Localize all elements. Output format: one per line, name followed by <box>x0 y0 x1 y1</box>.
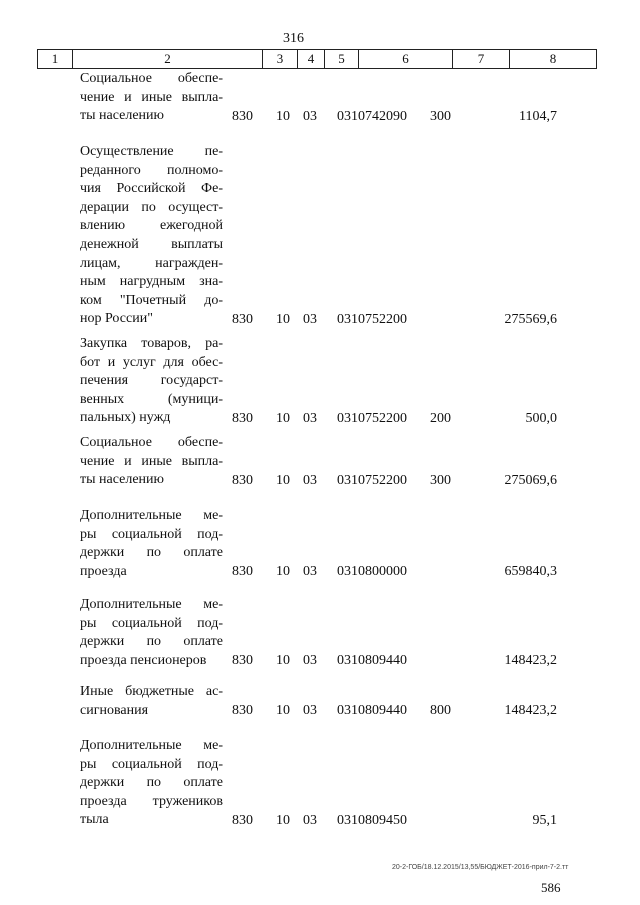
cell-c5: 03 <box>303 312 317 327</box>
cell-c3: 830 <box>232 653 253 668</box>
page-number-top: 316 <box>283 31 304 46</box>
table-row <box>0 70 640 126</box>
row-name-line: Социальное обеспе- <box>80 435 223 450</box>
table-header <box>37 49 597 69</box>
cell-c7: 200 <box>430 411 451 426</box>
cell-c3: 830 <box>232 473 253 488</box>
cell-c8: 659840,3 <box>504 564 557 579</box>
row-name-line: денежной выплаты <box>80 236 223 252</box>
row-name <box>80 143 223 329</box>
row-name-line: проезда тружеников <box>80 793 223 809</box>
cell-c8: 1104,7 <box>519 109 557 124</box>
cell-c3: 830 <box>232 411 253 426</box>
table-row <box>0 596 640 670</box>
cell-c7: 300 <box>430 473 451 488</box>
row-name-line: ры социальной под- <box>80 756 223 772</box>
row-name-line: чия Российской Фе- <box>80 181 223 197</box>
row-name-line: ным нагрудным зна- <box>80 274 223 290</box>
row-name <box>80 507 223 581</box>
cell-c4: 10 <box>276 653 290 668</box>
row-name-line: влению ежегодной <box>80 218 223 234</box>
row-name <box>80 434 223 490</box>
header-col-8: 8 <box>509 50 597 68</box>
cell-c6: 0310800000 <box>337 564 407 579</box>
cell-c7: 300 <box>430 109 451 124</box>
table-row <box>0 507 640 581</box>
row-name-line: венных (муници- <box>80 391 223 407</box>
cell-c3: 830 <box>232 312 253 327</box>
row-name-line: держки по оплате <box>80 775 223 791</box>
header-col-3: 3 <box>262 50 297 68</box>
cell-c8: 148423,2 <box>504 703 557 718</box>
table-row <box>0 335 640 428</box>
header-col-1: 1 <box>37 50 72 68</box>
cell-c6: 0310752200 <box>337 312 407 327</box>
cell-c4: 10 <box>276 473 290 488</box>
page-number-bottom: 586 <box>541 880 561 895</box>
cell-c6: 0310809450 <box>337 813 407 828</box>
cell-c6: 0310742090 <box>337 109 407 124</box>
row-name-line: ты населению <box>80 108 164 124</box>
row-name-line: тыла <box>80 812 109 828</box>
row-name-line: держки по оплате <box>80 634 223 650</box>
cell-c4: 10 <box>276 703 290 718</box>
cell-c4: 10 <box>276 564 290 579</box>
row-name-line: пальных) нужд <box>80 410 171 426</box>
row-name-line: проезда <box>80 563 127 579</box>
cell-c6: 0310752200 <box>337 473 407 488</box>
row-name <box>80 737 223 830</box>
row-name-line: реданного полномо- <box>80 162 223 178</box>
cell-c5: 03 <box>303 813 317 828</box>
cell-c6: 0310752200 <box>337 411 407 426</box>
row-name-line: ком "Почетный до- <box>80 292 223 308</box>
cell-c5: 03 <box>303 653 317 668</box>
footer-document-code: 20-2-ГОБ/18.12.2015/13,55/БЮДЖЕТ-2016-прил-7-2.тт <box>392 864 569 871</box>
cell-c5: 03 <box>303 703 317 718</box>
row-name-line: держки по оплате <box>80 545 223 561</box>
row-name-line: печения государст- <box>80 373 223 389</box>
row-name-line: Дополнительные ме- <box>80 597 223 612</box>
cell-c6: 0310809440 <box>337 703 407 718</box>
row-name-line: бот и услуг для обес- <box>80 354 223 370</box>
row-name-line: Социальное обеспе- <box>80 71 223 86</box>
cell-c5: 03 <box>303 564 317 579</box>
row-name-line: Дополнительные ме- <box>80 508 223 523</box>
row-name-line: нор России" <box>80 311 153 327</box>
table-row <box>0 737 640 830</box>
cell-c8: 275569,6 <box>504 312 557 327</box>
row-name-line: Иные бюджетные ас- <box>80 684 223 699</box>
cell-c4: 10 <box>276 411 290 426</box>
cell-c5: 03 <box>303 109 317 124</box>
table-row <box>0 683 640 720</box>
cell-c5: 03 <box>303 473 317 488</box>
cell-c4: 10 <box>276 109 290 124</box>
header-col-2: 2 <box>72 50 262 68</box>
row-name <box>80 335 223 428</box>
row-name-line: чение и иные выпла- <box>80 89 223 105</box>
header-col-4: 4 <box>297 50 324 68</box>
cell-c4: 10 <box>276 312 290 327</box>
header-col-6: 6 <box>358 50 452 68</box>
header-col-5: 5 <box>324 50 358 68</box>
row-name-line: лицам, награжден- <box>80 255 223 271</box>
table-row <box>0 434 640 490</box>
cell-c7: 800 <box>430 703 451 718</box>
cell-c8: 500,0 <box>525 411 557 426</box>
row-name-line: сигнования <box>80 702 149 718</box>
cell-c3: 830 <box>232 813 253 828</box>
cell-c8: 275069,6 <box>504 473 557 488</box>
cell-c3: 830 <box>232 109 253 124</box>
row-name-line: ры социальной под- <box>80 526 223 542</box>
row-name-line: Осуществление пе- <box>80 144 223 159</box>
cell-c6: 0310809440 <box>337 653 407 668</box>
row-name-line: ры социальной под- <box>80 615 223 631</box>
row-name-line: чение и иные выпла- <box>80 453 223 469</box>
cell-c3: 830 <box>232 564 253 579</box>
cell-c4: 10 <box>276 813 290 828</box>
cell-c8: 95,1 <box>532 813 557 828</box>
header-col-7: 7 <box>452 50 509 68</box>
cell-c8: 148423,2 <box>504 653 557 668</box>
row-name-line: дерации по осущест- <box>80 199 223 215</box>
row-name-line: Закупка товаров, ра- <box>80 336 223 351</box>
row-name <box>80 70 223 126</box>
row-name-line: проезда пенсионеров <box>80 652 207 668</box>
cell-c3: 830 <box>232 703 253 718</box>
row-name-line: Дополнительные ме- <box>80 738 223 753</box>
table-row <box>0 143 640 329</box>
row-name-line: ты населению <box>80 472 164 488</box>
row-name <box>80 596 223 670</box>
cell-c5: 03 <box>303 411 317 426</box>
row-name <box>80 683 223 720</box>
